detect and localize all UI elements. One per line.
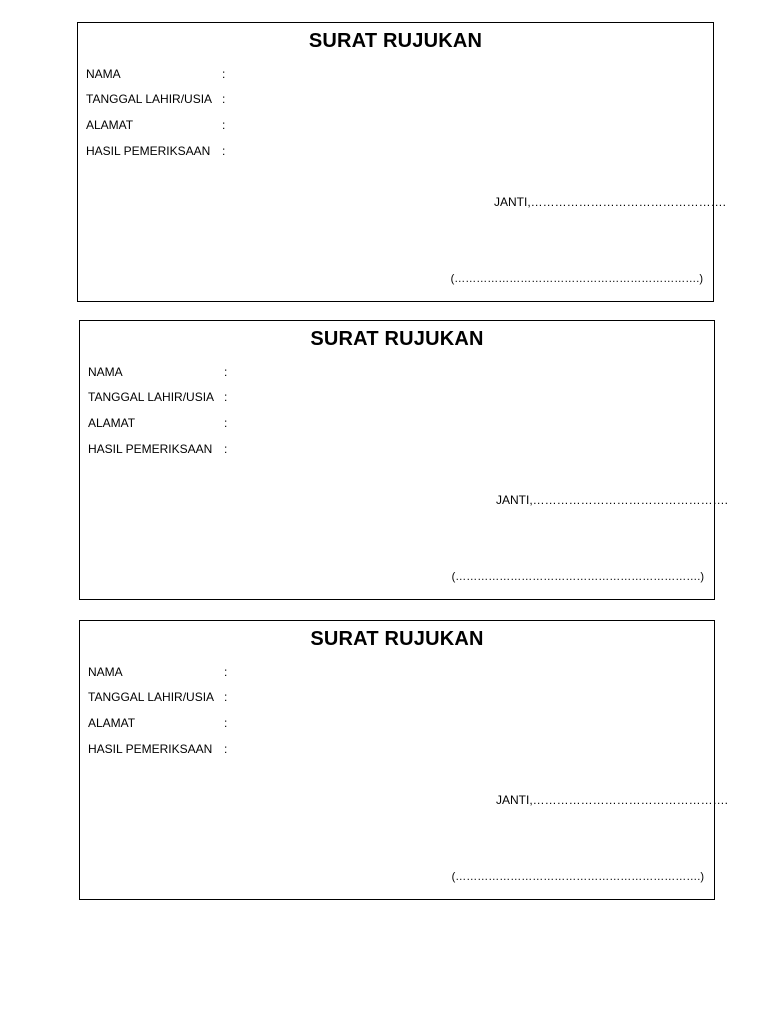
field-colon: :: [224, 416, 228, 430]
form-title: SURAT RUJUKAN: [310, 328, 484, 350]
field-colon: :: [222, 92, 226, 106]
referral-form-2: [79, 320, 729, 600]
field-hasil-pemeriksaan: [86, 144, 225, 158]
signature-line: (………………………………………………………….): [450, 273, 703, 285]
referral-form-1: [77, 22, 727, 302]
signature-line: (………………………………………………………….): [451, 871, 704, 883]
field-colon: :: [224, 742, 228, 756]
field-label: NAMA: [88, 665, 123, 679]
form-title: SURAT RUJUKAN: [310, 628, 484, 650]
signature-line: (………………………………………………………….): [451, 571, 704, 583]
field-colon: :: [224, 665, 228, 679]
field-colon: :: [224, 716, 228, 730]
field-colon: :: [222, 67, 226, 81]
field-nama: [88, 365, 227, 379]
field-colon: :: [224, 442, 228, 456]
field-label: ALAMAT: [88, 416, 136, 430]
field-label: TANGGAL LAHIR/USIA: [88, 390, 215, 404]
field-colon: :: [222, 118, 226, 132]
field-colon: :: [224, 365, 228, 379]
field-label: ALAMAT: [86, 118, 134, 132]
field-label: HASIL PEMERIKSAAN: [86, 144, 211, 158]
field-alamat: [86, 118, 225, 132]
field-nama: [88, 665, 227, 679]
place-date-line: JANTI,………………………………………….: [494, 195, 727, 209]
field-tanggal-lahir-usia: [88, 690, 227, 704]
field-label: TANGGAL LAHIR/USIA: [86, 92, 213, 106]
field-label: HASIL PEMERIKSAAN: [88, 442, 213, 456]
field-hasil-pemeriksaan: [88, 742, 227, 756]
referral-form-3: [79, 620, 729, 900]
field-label: NAMA: [86, 67, 121, 81]
field-alamat: [88, 716, 227, 730]
field-label: TANGGAL LAHIR/USIA: [88, 690, 215, 704]
field-label: ALAMAT: [88, 716, 136, 730]
place-date-line: JANTI,………………………………………….: [496, 793, 729, 807]
field-tanggal-lahir-usia: [88, 390, 227, 404]
field-label: HASIL PEMERIKSAAN: [88, 742, 213, 756]
field-colon: :: [224, 690, 228, 704]
field-alamat: [88, 416, 227, 430]
field-colon: :: [224, 390, 228, 404]
form-title: SURAT RUJUKAN: [308, 30, 483, 52]
place-date-line: JANTI,………………………………………….: [496, 493, 729, 507]
field-nama: [86, 67, 225, 81]
field-label: NAMA: [88, 365, 123, 379]
field-colon: :: [222, 144, 226, 158]
field-tanggal-lahir-usia: [86, 92, 225, 106]
field-hasil-pemeriksaan: [88, 442, 227, 456]
